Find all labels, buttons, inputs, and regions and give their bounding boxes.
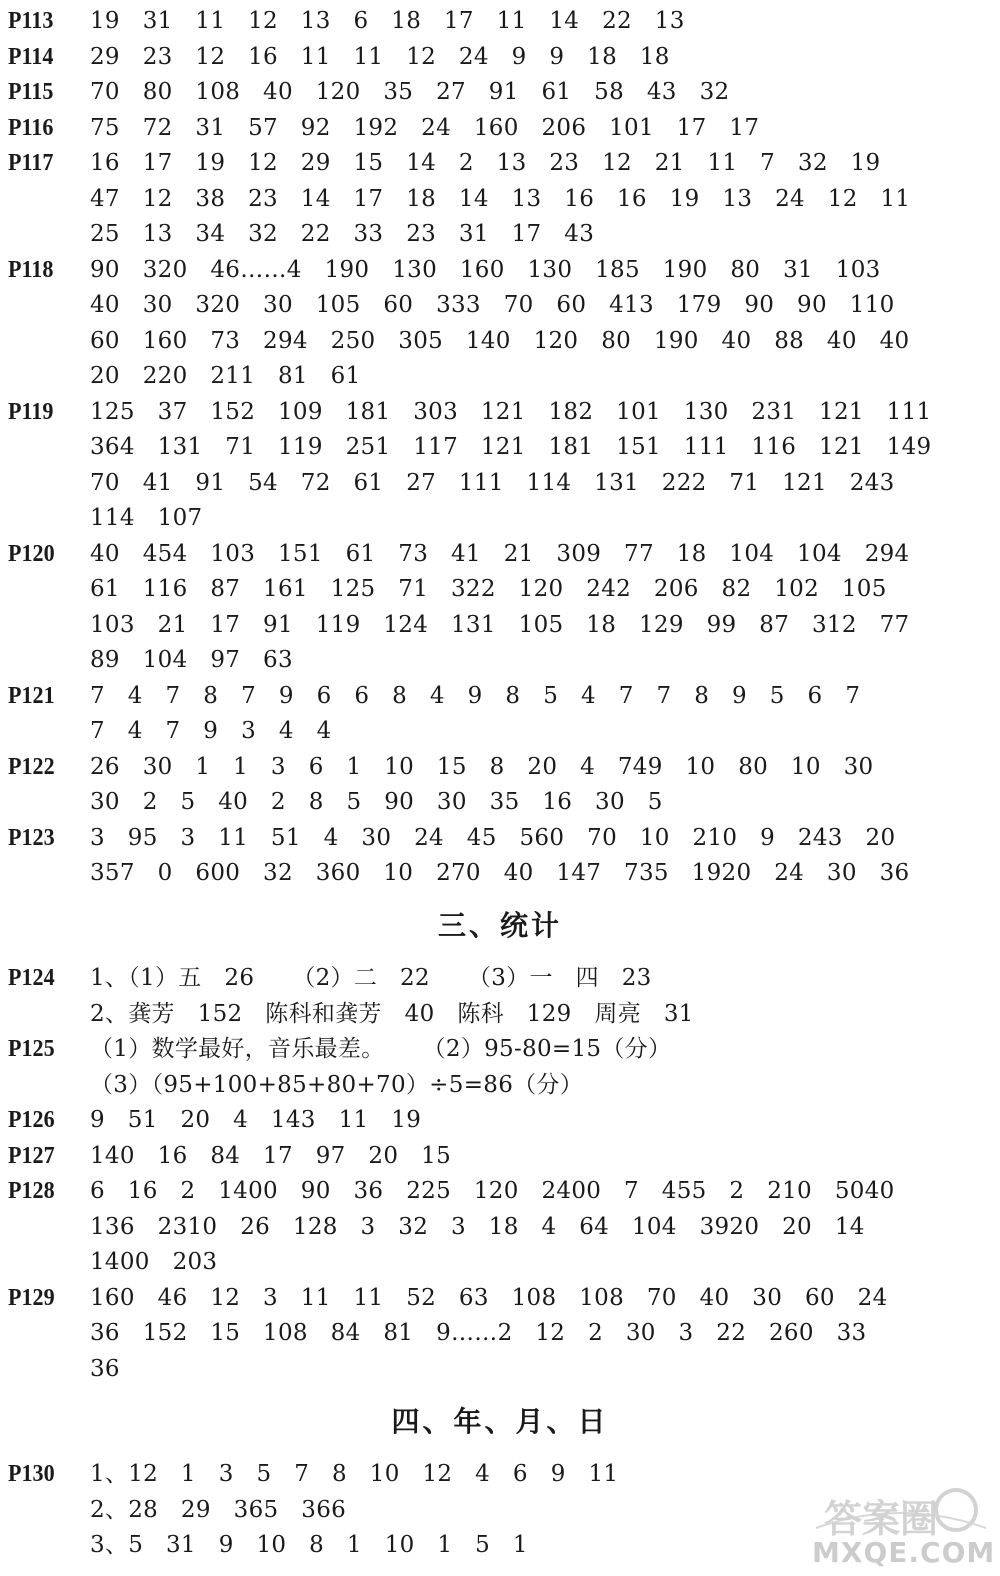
- answer-line: 36 152 15 108 84 81 9……2 12 2 30 3 22 260 33: [90, 1320, 867, 1346]
- page-number-label: P125: [8, 1036, 55, 1062]
- section-heading-statistics: 三、统计: [437, 909, 562, 942]
- answer-line: 357 0 600 32 360 10 270 40 147 735 1920 24 30 36: [90, 860, 910, 886]
- answer-line: 70 41 91 54 72 61 27 111 114 131 222 71 121 243: [90, 469, 895, 496]
- answer-line: 1、12 1 3 5 7 8 10 12 4 6 9 11: [90, 1461, 619, 1487]
- answer-lines: [90, 111, 988, 147]
- answer-line: 125 37 152 109 181 303 121 182 101 130 231 121 111: [90, 398, 932, 425]
- answer-line: 19 31 11 12 13 6 18 17 11 14 22 13: [90, 8, 685, 34]
- answer-lines: [90, 1174, 988, 1281]
- answer-line: 3 95 3 11 51 4 30 24 45 560 70 10 210 9 243 20: [90, 824, 896, 851]
- answer-line: 25 13 34 32 22 33 23 31 17 43: [90, 221, 595, 247]
- page-number-label: P116: [8, 114, 54, 141]
- answer-line: 1、（1）五 26 （2）二 22 （3）一 四 23: [90, 965, 652, 991]
- answer-lines: [90, 1139, 988, 1175]
- answer-line: 75 72 31 57 92 192 24 160 206 101 17 17: [90, 114, 760, 141]
- answer-line: 36: [90, 1355, 120, 1382]
- page-number-label: P126: [8, 1107, 55, 1133]
- answer-lines: [90, 750, 988, 821]
- page-number-label: P124: [8, 965, 55, 991]
- page-number-label: P117: [8, 150, 54, 176]
- answer-lines: [90, 253, 988, 395]
- answer-lines: [90, 395, 988, 537]
- answer-line: 7 4 7 8 7 9 6 6 8 4 9 8 5 4 7 7 8 9 5 6 7: [90, 682, 861, 709]
- page-number-label: P123: [8, 824, 55, 851]
- answer-lines: [90, 146, 988, 253]
- answer-line: 1400 203: [90, 1249, 218, 1275]
- page-number-label: P118: [8, 256, 54, 283]
- watermark-text: MXQE.COM: [812, 1536, 996, 1569]
- answer-lines: [90, 1103, 988, 1139]
- answer-lines: [90, 1281, 988, 1388]
- answer-lines: [90, 961, 988, 1032]
- page-number-label: P121: [8, 682, 55, 709]
- answer-line: 60 160 73 294 250 305 140 120 80 190 40 88 40 40: [90, 327, 910, 354]
- page-number-label: P113: [8, 8, 54, 34]
- answer-line: 6 16 2 1400 90 36 225 120 2400 7 455 2 210 5040: [90, 1178, 895, 1204]
- answer-line: 16 17 19 12 29 15 14 2 13 23 12 21 11 7 32 19: [90, 150, 881, 176]
- answer-line: （1）数学最好，音乐最差。 （2）95-80=15（分）: [90, 1036, 672, 1062]
- page-number-label: P130: [8, 1461, 55, 1487]
- answer-line: 20 220 211 81 61: [90, 363, 361, 389]
- answer-lines: [90, 75, 988, 111]
- answer-lines: [90, 1032, 988, 1103]
- answer-line: 2、龚芳 152 陈科和龚芳 40 陈科 129 周亮 31: [90, 1000, 694, 1027]
- section-heading-year-month-day: 四、年、月、日: [391, 1405, 609, 1438]
- answer-lines: [90, 821, 988, 892]
- page-number-label: P120: [8, 540, 55, 567]
- answer-lines: [90, 40, 988, 76]
- page-number-label: P115: [8, 79, 54, 105]
- answer-line: 30 2 5 40 2 8 5 90 30 35 16 30 5: [90, 789, 663, 815]
- answer-line: 160 46 12 3 11 11 52 63 108 108 70 40 30 60 24: [90, 1284, 888, 1311]
- answer-line: 114 107: [90, 505, 203, 531]
- page-number-label: P114: [8, 43, 54, 70]
- answer-line: 61 116 87 161 125 71 322 120 242 206 82 102 105: [90, 576, 887, 602]
- answer-line: 26 30 1 1 3 6 1 10 15 8 20 4 749 10 80 10 30: [90, 753, 874, 780]
- answer-line: （3）（95+100+85+80+70）÷5=86（分）: [90, 1071, 584, 1098]
- page-number-label: P119: [8, 398, 54, 425]
- answer-line: 2、28 29 365 366: [90, 1496, 347, 1523]
- answer-line: 364 131 71 119 251 117 121 181 151 111 116 121 149: [90, 434, 932, 460]
- answer-lines: [90, 537, 988, 679]
- page-number-label: P129: [8, 1284, 55, 1311]
- answer-line: 40 30 320 30 105 60 333 70 60 413 179 90 90 110: [90, 292, 895, 318]
- answer-lines: [90, 1457, 988, 1564]
- answer-line: 7 4 7 9 3 4 4: [90, 718, 332, 744]
- answer-lines: [90, 679, 988, 750]
- answer-lines: [90, 4, 988, 40]
- page-number-label: P127: [8, 1142, 55, 1169]
- answer-line: 90 320 46……4 190 130 160 130 185 190 80 31 103: [90, 256, 881, 283]
- answer-line: 29 23 12 16 11 11 12 24 9 9 18 18: [90, 43, 670, 70]
- page-number-label: P128: [8, 1178, 55, 1204]
- answer-line: 140 16 84 17 97 20 15: [90, 1142, 451, 1169]
- answer-line: 47 12 38 23 14 17 18 14 13 16 16 19 13 24 12 11: [90, 185, 911, 212]
- answer-line: 70 80 108 40 120 35 27 91 61 58 43 32: [90, 79, 730, 105]
- answer-line: 9 51 20 4 143 11 19: [90, 1107, 422, 1133]
- answer-line: 89 104 97 63: [90, 647, 293, 673]
- answer-line: 136 2310 26 128 3 32 3 18 4 64 104 3920 20 14: [90, 1213, 865, 1240]
- answer-line: 3、5 31 9 10 8 1 10 1 5 1: [90, 1532, 528, 1558]
- watermark-logo-text: 答案圈: [824, 1497, 939, 1541]
- answer-line: 103 21 17 91 119 124 131 105 18 129 99 87 312 77: [90, 611, 910, 638]
- page-number-label: P122: [8, 753, 55, 780]
- answer-line: 40 454 103 151 61 73 41 21 309 77 18 104 104 294: [90, 540, 910, 567]
